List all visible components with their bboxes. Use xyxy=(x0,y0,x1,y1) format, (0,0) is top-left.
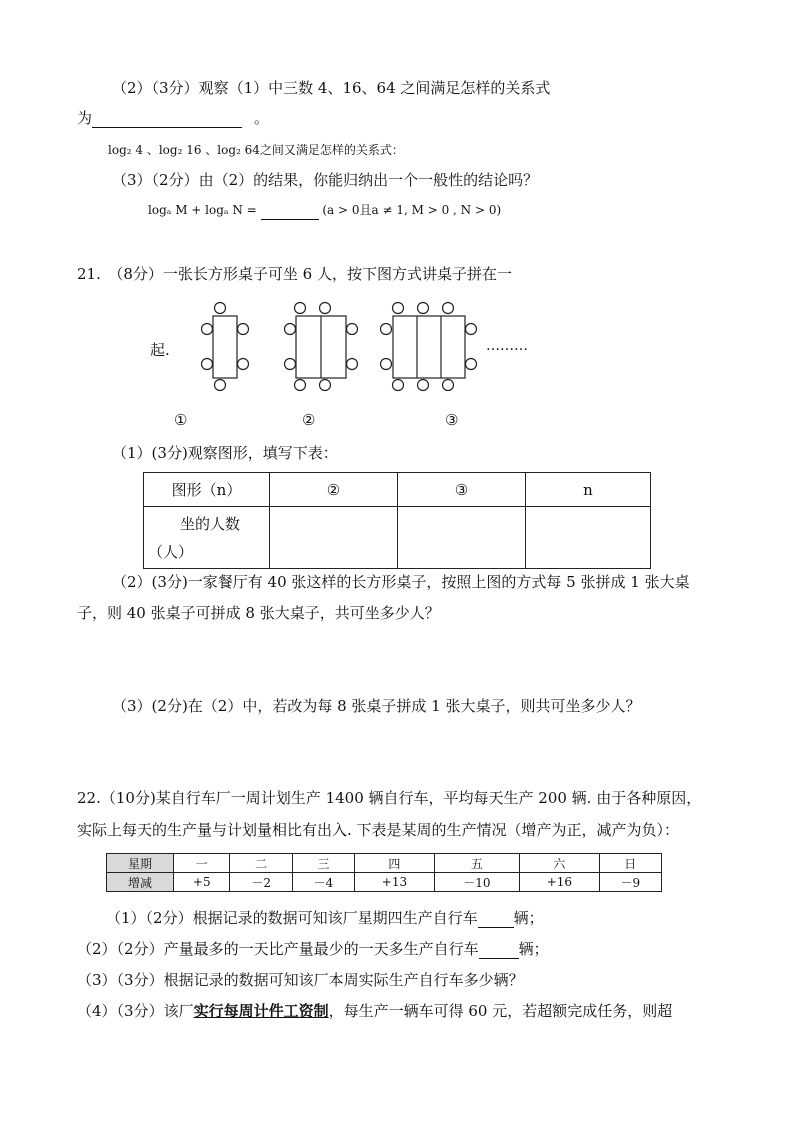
row-label-line2: （人） xyxy=(148,542,194,561)
answer-cell-3[interactable] xyxy=(398,507,526,569)
q22-part4-prefix: （4）（3分）该厂 xyxy=(77,1002,194,1020)
q22-part3: （3）（3分）根据记录的数据可知该厂本周实际生产自行车多少辆？ xyxy=(77,971,524,989)
answer-blank-difference[interactable] xyxy=(479,942,519,959)
cell-day-mon: 一 xyxy=(174,854,230,873)
cell-change-fri: －10 xyxy=(434,873,519,892)
cell-change-mon: +5 xyxy=(174,873,230,892)
table-arrangement-figure xyxy=(140,292,560,432)
figure-2-tables xyxy=(285,303,358,391)
q21-part3: （3）(2分)在（2）中，若改为每 8 张桌子拼成 1 张大桌子，则共可坐多少人？ xyxy=(112,697,641,715)
q21-part2-line2: 子，则 40 张桌子可拼成 8 张大桌子，共可坐多少人？ xyxy=(77,604,440,622)
q20-part2-suffix: 。 xyxy=(254,109,270,127)
answer-blank[interactable] xyxy=(92,109,242,128)
q21-part2-line1: （2）(3分)一家餐厅有 40 张这样的长方形桌子，按照上图的方式每 5 张拼成 1 张大桌 xyxy=(112,573,690,591)
q22-part4-emphasis: 实行每周计件工资制 xyxy=(193,1002,329,1020)
figure-label-1: ① xyxy=(174,411,188,429)
formula-left: logₐ M + logₐ N = xyxy=(148,203,257,217)
ellipsis: ……… xyxy=(486,338,528,354)
table-header-2: ② xyxy=(270,473,398,507)
answer-cell-n[interactable] xyxy=(526,507,651,569)
q22-part2-suffix: 辆； xyxy=(518,940,549,958)
q22-part2-text: （2）（2分）产量最多的一天比产量最少的一天多生产自行车 xyxy=(77,940,479,958)
cell-change-label: 增减 xyxy=(107,873,174,892)
cell-day-fri: 五 xyxy=(434,854,519,873)
q22-line1: 22.（10分)某自行车厂一周计划生产 1400 辆自行车，平均每天生产 200 辆. 由于各种原因， xyxy=(77,789,702,807)
cell-change-wed: －4 xyxy=(292,873,354,892)
table-header-n: n xyxy=(526,473,651,507)
figure-label-3: ③ xyxy=(445,411,459,429)
q20-log-question: log₂ 4 、log₂ 16 、log₂ 64之间又满足怎样的关系式： xyxy=(108,143,404,157)
table-row-label xyxy=(144,507,270,569)
q22-part2 xyxy=(77,939,549,959)
cell-day-thu: 四 xyxy=(355,854,435,873)
cell-weekday-label: 星期 xyxy=(107,854,174,873)
q21-intro: 21. （8分）一张长方形桌子可坐 6 人，按下图方式讲桌子拼在一 xyxy=(77,265,512,283)
q22-part4 xyxy=(77,1001,672,1021)
formula-right: (a > 0且a ≠ 1, M > 0 , N > 0) xyxy=(322,203,502,217)
q20-part2-prefix: 为 xyxy=(77,109,93,127)
answer-cell-2[interactable] xyxy=(270,507,398,569)
cell-day-sun: 日 xyxy=(599,854,661,873)
figure-label-2: ② xyxy=(302,411,316,429)
q22-part1-text: （1）（2分）根据记录的数据可知该厂星期四生产自行车 xyxy=(106,909,478,927)
formula-blank[interactable] xyxy=(261,205,319,220)
cell-change-tue: －2 xyxy=(230,873,292,892)
q20-part2-line2 xyxy=(77,108,269,128)
q20-part2-line1: （2）（3分）观察（1）中三数 4、16、64 之间满足怎样的关系式 xyxy=(112,79,551,97)
q21-part1: （1）(3分)观察图形，填写下表： xyxy=(112,444,338,462)
q21-intro-cont: 起. xyxy=(150,341,170,359)
q22-production-table xyxy=(106,853,662,892)
cell-change-thu: +13 xyxy=(355,873,435,892)
row-label-line1: 坐的人数 xyxy=(180,514,241,533)
figure-3-tables xyxy=(381,303,477,391)
q20-formula xyxy=(148,200,501,220)
cell-day-sat: 六 xyxy=(520,854,600,873)
q22-part1-suffix: 辆； xyxy=(513,909,544,927)
table-header-figure: 图形（n） xyxy=(144,473,270,507)
cell-change-sun: －9 xyxy=(599,873,661,892)
q22-line2: 实际上每天的生产量与计划量相比有出入. 下表是某周的生产情况（增产为正，减产为负）： xyxy=(77,821,680,839)
q22-part1 xyxy=(106,908,544,928)
q22-part4-suffix: ，每生产一辆车可得 60 元，若超额完成任务，则超 xyxy=(328,1002,673,1020)
answer-blank-thursday[interactable] xyxy=(478,911,514,928)
figure-1-table xyxy=(202,303,249,391)
q21-fill-table xyxy=(143,472,651,569)
q20-part3: （3）（2分）由（2）的结果，你能归纳出一个一般性的结论吗？ xyxy=(112,171,539,189)
cell-change-sat: +16 xyxy=(520,873,600,892)
cell-day-wed: 三 xyxy=(292,854,354,873)
table-header-3: ③ xyxy=(398,473,526,507)
cell-day-tue: 二 xyxy=(230,854,292,873)
